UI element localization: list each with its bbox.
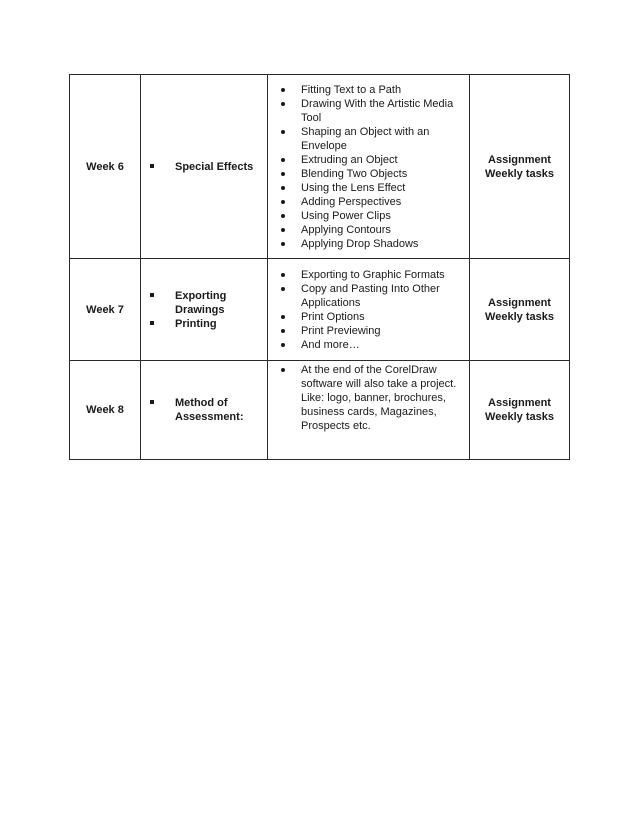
list-item: Applying Drop Shadows <box>268 237 469 251</box>
assessment-label: Assignment <box>488 153 551 166</box>
dot-bullet-icon <box>281 102 285 106</box>
list-item: Using the Lens Effect <box>268 181 469 195</box>
topic-cell <box>141 361 268 460</box>
details-cell <box>268 75 470 259</box>
dot-bullet-icon <box>281 228 285 232</box>
square-bullet-icon <box>150 164 154 168</box>
dot-bullet-icon <box>281 273 285 277</box>
list-item: Applying Contours <box>268 223 469 237</box>
topic-item: Printing <box>141 317 267 331</box>
table-row <box>70 75 570 259</box>
syllabus-table <box>69 74 570 460</box>
week-label: Week 8 <box>86 404 124 416</box>
dot-bullet-icon <box>281 88 285 92</box>
table-row <box>70 361 570 460</box>
assessment-cell <box>470 259 570 361</box>
dot-bullet-icon <box>281 158 285 162</box>
details-list <box>268 83 469 251</box>
assessment-label: Weekly tasks <box>485 310 554 323</box>
topic-item: Exporting Drawings <box>141 289 267 317</box>
dot-bullet-icon <box>281 315 285 319</box>
list-item: Copy and Pasting Into Other Applications <box>268 282 469 310</box>
square-bullet-icon <box>150 293 154 297</box>
square-bullet-icon <box>150 321 154 325</box>
table-row <box>70 259 570 361</box>
list-item: Blending Two Objects <box>268 167 469 181</box>
list-item: Drawing With the Artistic Media Tool <box>268 97 469 125</box>
assessment-cell <box>470 75 570 259</box>
list-item: Extruding an Object <box>268 153 469 167</box>
list-item: Print Options <box>268 310 469 324</box>
topic-cell <box>141 259 268 361</box>
assessment-label: Assignment <box>488 397 551 409</box>
dot-bullet-icon <box>281 172 285 176</box>
topic-list <box>141 160 267 174</box>
list-item: Using Power Clips <box>268 209 469 223</box>
week-cell <box>70 259 141 361</box>
details-cell <box>268 259 470 361</box>
assessment-label: Weekly tasks <box>485 167 554 180</box>
list-item: Exporting to Graphic Formats <box>268 268 469 282</box>
list-item: Adding Perspectives <box>268 195 469 209</box>
dot-bullet-icon <box>281 130 285 134</box>
assessment-label: Weekly tasks <box>485 411 554 423</box>
topic-cell <box>141 75 268 259</box>
assessment-cell <box>470 361 570 460</box>
dot-bullet-icon <box>281 287 285 291</box>
list-item: Shaping an Object with an Envelope <box>268 125 469 153</box>
dot-bullet-icon <box>281 368 285 372</box>
week-label: Week 7 <box>86 303 124 316</box>
list-item: Print Previewing <box>268 324 469 338</box>
dot-bullet-icon <box>281 329 285 333</box>
details-list <box>268 268 469 352</box>
week-label: Week 6 <box>86 160 124 173</box>
dot-bullet-icon <box>281 242 285 246</box>
week-cell <box>70 75 141 259</box>
week-cell <box>70 361 141 460</box>
details-list <box>268 363 469 433</box>
dot-bullet-icon <box>281 200 285 204</box>
assessment-label: Assignment <box>488 296 551 309</box>
list-item: And more… <box>268 338 469 352</box>
dot-bullet-icon <box>281 186 285 190</box>
dot-bullet-icon <box>281 214 285 218</box>
square-bullet-icon <box>150 400 154 404</box>
list-item: Fitting Text to a Path <box>268 83 469 97</box>
list-item: At the end of the CorelDraw software will also take a project. Like: logo, banner, brochures, business cards, Magazines, Prospects etc. <box>268 363 469 433</box>
topic-list <box>141 289 267 331</box>
topic-item: Special Effects <box>141 160 267 174</box>
topic-list <box>141 396 267 424</box>
topic-item: Method of Assessment: <box>141 396 267 424</box>
dot-bullet-icon <box>281 343 285 347</box>
details-cell <box>268 361 470 460</box>
